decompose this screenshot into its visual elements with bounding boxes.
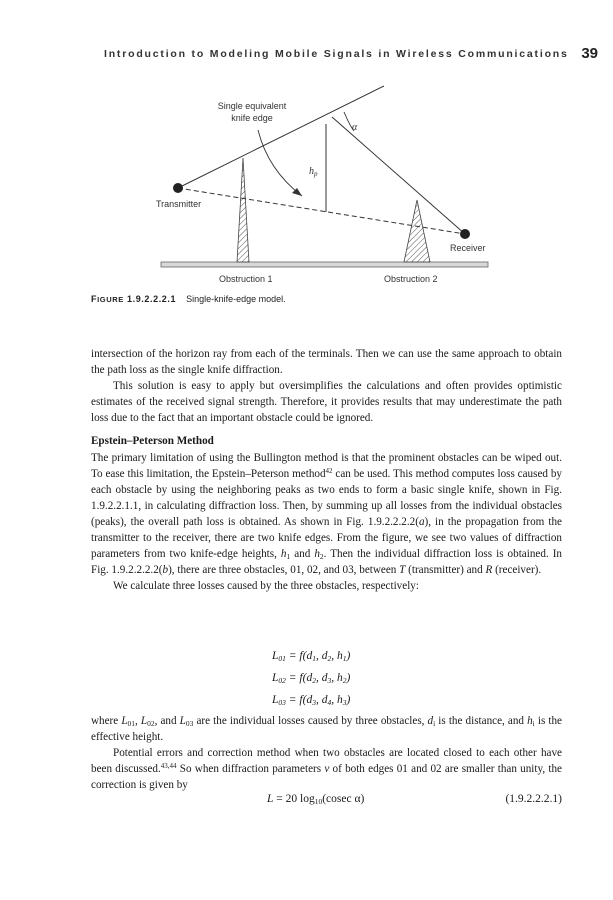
caption-text: Single-knife-edge model. <box>186 294 286 304</box>
equation-number: (1.9.2.2.2.1) <box>505 793 562 805</box>
caption-label: FIGURE 1.9.2.2.2.1 <box>91 294 177 304</box>
paragraph: We calculate three losses caused by the three obstacles, respectively: <box>113 580 419 593</box>
alpha-label: α <box>352 122 358 133</box>
receiver-label: Receiver <box>450 243 486 253</box>
page-number: 39 <box>581 45 598 62</box>
equation-correction <box>91 793 562 811</box>
paragraph: This solution is easy to apply but oversimplifies the calculations and often provides optimistic estimates of the received signal strength. Therefore, it provides results that may underestimate the path loss due to the fact that an important obstacle could be ignored. <box>91 380 562 425</box>
paragraph: where $L_{01}$, $L_{02}$, and $L_{03}$ are the individual losses caused by three obstacles, $d_i$ is the distance, and $h_i$ is the effective height. <box>91 715 562 744</box>
paragraph: The primary limitation of using the Bullington method is that the prominent obstacles can be wiped out. To ease this limitation, the Epstein–Peterson method$^{42}$ can be used. This method computes loss caused by each obstacle by using the neighboring peaks as two ends to form a basic single knife, shown in Fig. 1.9.2.2.1.1, in calculating diffraction loss. Then, by summing up all losses from the individual obstacles (peaks), the overall path loss is obtained. As shown in Fig. 1.9.2.2.2.2(a), in the propagation from the transmitter to the receiver, there are two knife edges. From the figure, we see two values of diffraction parameters from two knife-edge heights, $h_1$ and $h_2$. Then the individual diffraction loss is obtained. In Fig. 1.9.2.2.2.2(b), there are three obstacles, 01, 02, and 03, between T (transmitter) and R (receiver). <box>91 451 562 577</box>
ground-bar <box>161 262 488 267</box>
receiver-dot <box>460 229 470 239</box>
obstruction-1-label: Obstruction 1 <box>219 274 273 284</box>
paragraph: Potential errors and correction method when two obstacles are located closed to each other have been discussed.$^{43,44}$ So when diffraction parameters v of both edges 01 and 02 are smaller than unity, the correction is given by <box>91 747 562 792</box>
knife-edge-arrow <box>258 130 302 196</box>
body-text-upper <box>91 346 562 594</box>
paragraph: intersection of the horizon ray from each of the terminals. Then we can use the same approach to obtain the path loss as the single knife diffraction. <box>91 348 562 377</box>
single-knife-edge-figure <box>0 0 613 292</box>
obstruction-2-peak <box>404 200 430 262</box>
knife-edge-label-line1: Single equivalent <box>217 101 287 111</box>
equation-l02: $L_{02} = f(d_2$, $d_3$, $h_2$) <box>272 672 351 685</box>
knife-edge-label-line2: knife edge <box>231 113 273 123</box>
body-text-lower <box>91 713 562 793</box>
equation-l01: $L_{01} = f(d_1$, $d_2$, $h_1$) <box>272 650 351 663</box>
section-heading: Epstein–Peterson Method <box>91 435 214 448</box>
hp-label: $h_p$ <box>309 166 318 178</box>
transmitter-dot <box>173 183 183 193</box>
receiver-horizon-ray <box>332 117 465 234</box>
running-title: Introduction to Modeling Mobile Signals in Wireless Communications <box>104 48 569 60</box>
equation-l03: $L_{03} = f(d_3$, $d_4$, $h_3$) <box>272 694 351 707</box>
figure-caption <box>91 294 286 304</box>
transmitter-label: Transmitter <box>156 199 202 209</box>
obstruction-1-tower <box>237 158 249 262</box>
equation-expression: L = 20 $\log_{10}(cosec$ α) <box>267 793 365 806</box>
obstruction-2-label: Obstruction 2 <box>384 274 438 284</box>
